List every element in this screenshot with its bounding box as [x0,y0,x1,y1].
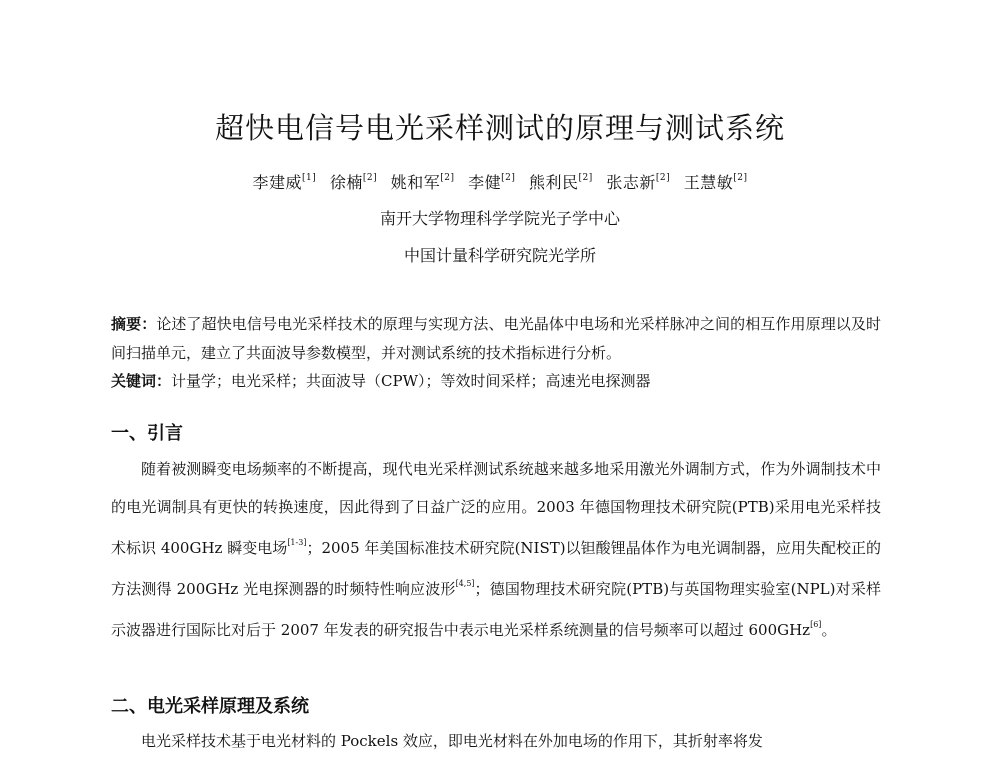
section-heading-principle: 二、电光采样原理及系统 [111,696,309,717]
author-list [0,170,1000,193]
citation-ref: [1-3] [287,538,307,547]
citation-ref: [6] [810,620,822,629]
author: 王慧敏[2] [683,172,748,192]
abstract [111,310,881,368]
keywords-text: 计量学；电光采样；共面波导（CPW）；等效时间采样；高速光电探测器 [171,372,651,390]
author: 李健[2] [468,172,516,192]
author: 徐楠[2] [329,172,378,192]
author: 张志新[2] [606,172,671,192]
paragraph-introduction: 随着被测瞬变电场频率的不断提高，现代电光采样测试系统越来越多地采用激光外调制方式，作为外调制技术中的电光调制具有更快的转换速度，因此得到了日益广泛的应用。2003 年德国物理技术研究院(PTB)采用电光采样技术标识 400GHz 瞬变电场[1-3]；2005 年美国标准技术研究院(NIST)以钽酸锂晶体作为电光调制器，应用失配校正的方法测得 200GHz 光电探测器的时频特性响应波形[4,5]；德国物理技术研究院(PTB)与英国物理实验室(NPL)对采样示波器进行国际比对后于 2007 年发表的研究报告中表示电光采样系统测量的信号频率可以超过 600GHz[6]。 [111,460,882,639]
keywords [111,370,881,392]
abstract-label: 摘要： [111,315,157,333]
affiliation: 南开大学物理科学学院光子学中心 [379,209,620,228]
paragraph-principle: 电光采样技术基于电光材料的 Pockels 效应，即电光材料在外加电场的作用下，其折射率将发 [141,732,763,750]
keywords-label: 关键词： [111,372,172,390]
affiliation: 中国计量科学研究院光学所 [403,246,596,265]
author: 李建威[1] [252,172,317,192]
citation-ref: [4,5] [455,579,475,588]
abstract-text: 论述了超快电信号电光采样技术的原理与实现方法、电光晶体中电场和光采样脉冲之间的相互作用原理以及时间扫描单元，建立了共面波导参数模型，并对测试系统的技术指标进行分析。 [111,315,881,362]
author: 姚和军[2] [390,172,455,192]
section-heading-introduction: 一、引言 [111,423,183,444]
paper-title: 超快电信号电光采样测试的原理与测试系统 [214,111,785,145]
author: 熊利民[2] [528,172,593,192]
